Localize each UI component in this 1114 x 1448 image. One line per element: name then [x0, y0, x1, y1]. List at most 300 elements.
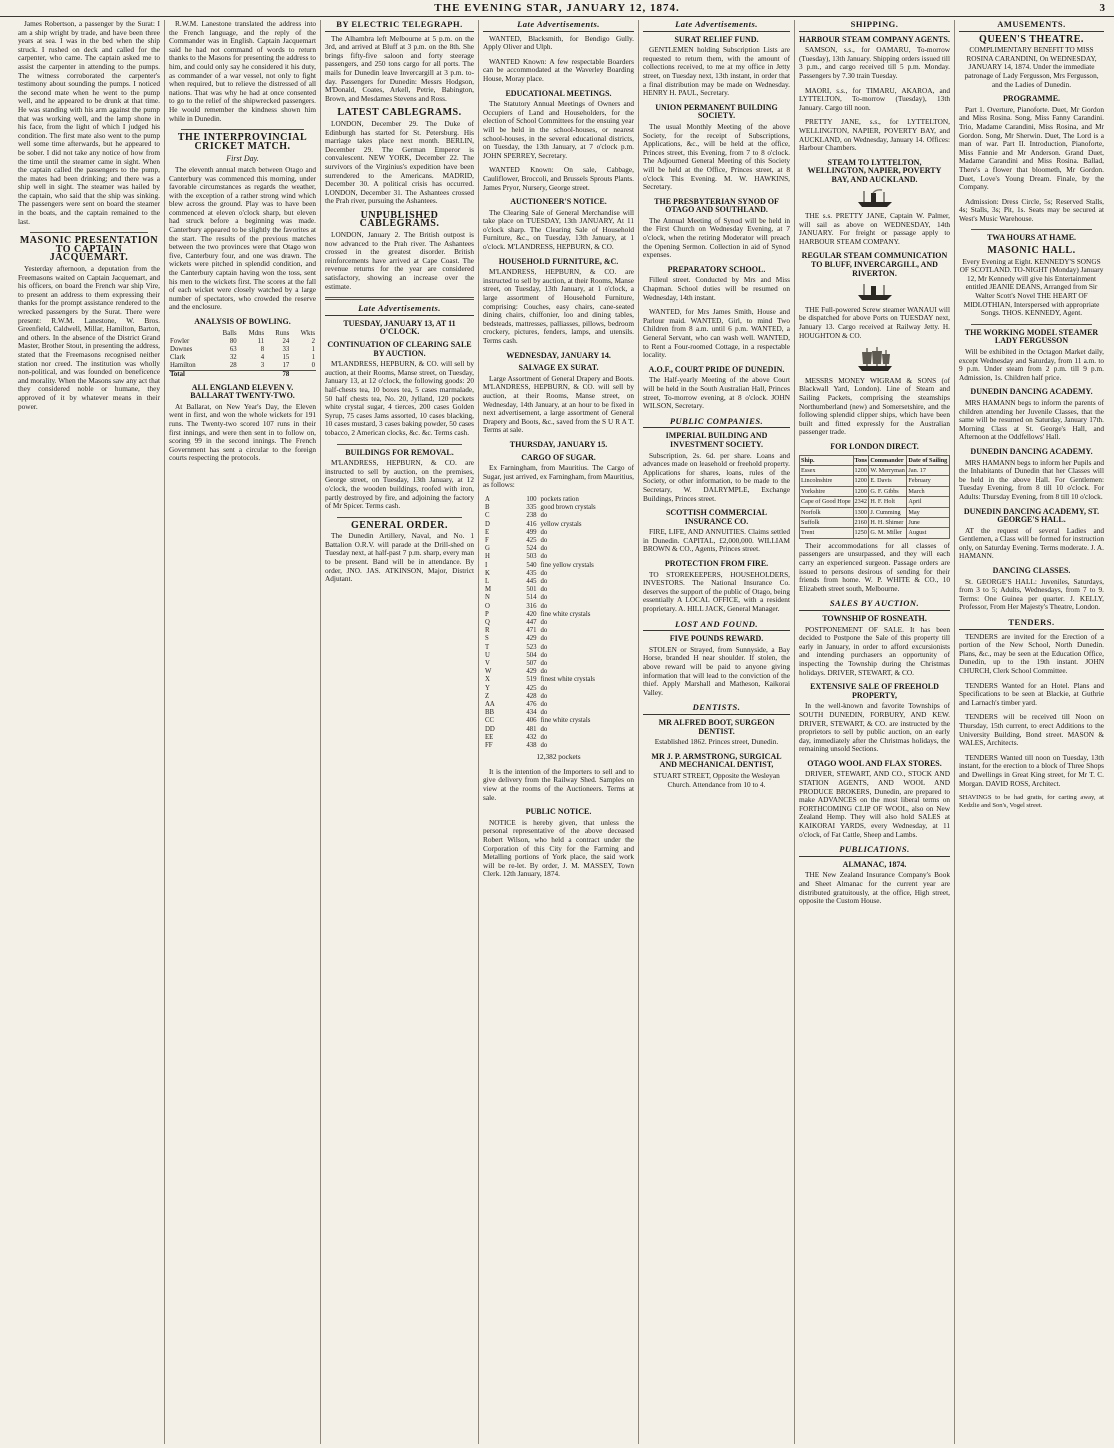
table-cell: L	[485, 577, 490, 585]
dentist-armstrong-text: STUART STREET, Opposite the Wesleyan Church. Attendance from 10 to 4.	[653, 770, 780, 789]
table-cell: 1	[311, 345, 315, 353]
table-cell: Q	[485, 618, 490, 626]
table-row	[483, 676, 634, 684]
table-cell	[213, 370, 238, 379]
divider	[30, 232, 148, 233]
table-cell: do	[540, 512, 548, 520]
table-cell: fine yellow crystals	[540, 561, 594, 569]
table-cell: 406	[526, 717, 537, 725]
allengland-title: ALL ENGLAND ELEVEN V. BALLARAT TWENTY-TWO.	[190, 382, 295, 401]
table-cell: 471	[526, 627, 537, 635]
table-cell: 503	[526, 553, 537, 561]
table-cell: W. Merryman	[869, 465, 907, 475]
table-row	[169, 362, 316, 371]
table-cell: 445	[526, 577, 537, 585]
table-row	[483, 693, 634, 701]
table-cell: Downes	[170, 345, 193, 353]
synod-text: The Annual Meeting of Synod will be held in the First Church on Wednesday Evening, at 7 o'clock, when the retiring Moderator will preach the Opening Sermon. Collection in aid of Synod expenses.	[643, 215, 790, 260]
court-title: A.O.F., COURT PRIDE OF DUNEDIN.	[648, 364, 785, 374]
cargo-tail: It is the intention of the Importers to sell and to give delivery from the Railway Shed. Samples on view at the rooms of the Auctioneers. Terms at sale.	[483, 766, 634, 802]
table-row	[483, 734, 634, 742]
table-cell: Yorkshire	[800, 486, 854, 496]
table-cell: do	[540, 577, 548, 585]
union-society-text: The usual Monthly Meeting of the above Society, for the receipt of Subscriptions, Applications, &c., will be held at the office, Princes street, this Evening, from 7 to 8 o'clock. The Adjourned General Meeting of this Society will be held at the Office, Princes street, at 8 o'clock This Evening. M. W. HAWKINS, Secretary.	[643, 121, 790, 192]
table-cell: H. F. Holt	[869, 497, 907, 507]
table-cell: 238	[526, 512, 537, 520]
table-header-cell: Mdns	[248, 329, 265, 337]
table-cell: do	[540, 692, 548, 700]
table-cell: 429	[526, 635, 537, 643]
table-cell: good brown crystals	[540, 504, 596, 512]
divider	[181, 129, 304, 130]
table-cell: August	[907, 528, 950, 538]
table-cell: C	[485, 512, 490, 520]
table-row	[483, 553, 634, 561]
dancing-classes-title: DANCING CLASSES.	[992, 566, 1071, 576]
cargo-total: 12,382 pockets	[536, 752, 581, 762]
protection-text: TO STOREKEEPERS, HOUSEHOLDERS, INVESTORS. The National Insurance Co. deserves the support of the public of Otago, being essentially A LOCAL OFFICE, with a resident proprietary. A. HILL JACK, General Manager.	[643, 569, 790, 614]
table-cell: 435	[526, 569, 537, 577]
page-number: 3	[1099, 2, 1106, 14]
table-cell: AA	[485, 700, 495, 708]
table-cell: 32	[229, 353, 237, 361]
dancing-academy-title: DUNEDIN DANCING ACADEMY, ST. GEORGE'S HALL.	[963, 506, 1100, 525]
table-cell: 63	[229, 345, 237, 353]
table-cell: 420	[526, 610, 537, 618]
table-cell: yellow crystals	[540, 520, 582, 528]
table-row	[483, 701, 634, 709]
masonic-hall-text: Every Evening at Eight. KENNEDY'S SONGS OF SCOTLAND. TO-NIGHT (Monday) January 12, Mr Kennedy will give his Entertainment entitled JEANIE DEANS, Arranged from Sir Walter Scott's Novel THE HEART OF MIDLOTHIAN, Interspersed with appropriate Songs. THOS. KENNEDY, Agent.	[959, 256, 1104, 318]
table-cell	[290, 370, 316, 379]
table-row	[483, 652, 634, 660]
almanac-text: THE New Zealand Insurance Company's Book and Sheet Almanac for the current year are distributed gratuitously, at the office, High street, opposite the Custom House.	[799, 870, 950, 906]
table-row	[800, 497, 950, 507]
table-cell: do	[540, 651, 548, 659]
table-cell: 335	[526, 504, 537, 512]
sailing-schedule-body	[800, 465, 950, 538]
table-row	[483, 619, 634, 627]
table-cell: do	[540, 618, 548, 626]
table-cell: U	[485, 651, 490, 659]
masonic-presentation-text: Yesterday afternoon, a deputation from the Freemasons waited on Captain Jacquemart, and his officers, on board the French war ship Vire, to present an address to them expressing their thanks for the prompt assistance rendered to the wrecked passengers by the Surat. There were present: R.W.M. Lanestone, W. Bros. Greenfield, Caldwell, Millar, Hamilton, Barton, and others. In the absence of the District Grand Master, Brother Stout, in presenting the address, stated that the Freemasons recognised neither station nor creed. The institution was wholly non-political, and was founded on beneficence and morality. When the Masons saw any act that they considered noble or humane, they approved of it by whatever means in their power.	[18, 264, 160, 411]
table-row	[483, 709, 634, 717]
table-cell: G. M. Miller	[869, 528, 907, 538]
wigram-line-text: MESSRS MONEY WIGRAM & SONS (of Blackwall Yard, London). Line of Steam and Sailing Packets, comprising the steamships Northumberland (new) and Somersetshire, and the following splendid clipper ships, which have been built and fitted expressly for the Australian passenger trade.	[799, 375, 950, 437]
table-row	[483, 578, 634, 586]
jacquemart-reply: R.W.M. Lanestone translated the address into the French language, and the reply of the Commander was in English. Captain Jacquemart said he had not command of words to return thanks to the Masons for presenting the address to him, and could only say he considered it his duty, as commander of a war vessel, not only to fight when required, but to relieve the distressed of all nations. That was why he had at once consented to go to the relief of the shipwrecked passengers. He would remember the kindness shown him while in Dunedin.	[169, 20, 316, 123]
prices-text: Admission: Dress Circle, 5s; Reserved Stalls, 4s; Stalls, 3s; Pit, 1s. Seats may be secured at West's Music Warehouse.	[959, 196, 1104, 223]
freehold-text: In the well-known and favorite Townships of SOUTH DUNEDIN, FORBURY, AND KEW. DRIVER, STEWART, & CO. are instructed by the proprietors to sell by public auction, on an early day, immediately after the Christmas holidays, the remaining unsold Sections.	[799, 701, 950, 754]
harbour-company-title: HARBOUR STEAM COMPANY AGENTS.	[799, 34, 950, 44]
table-cell: fine white crystals	[540, 717, 591, 725]
cricket-title: THE INTERPROVINCIAL CRICKET MATCH.	[177, 132, 308, 152]
model-steamer-title: THE WORKING MODEL STEAMER LADY FERGUSSON	[964, 327, 1099, 346]
synod-title: THE PRESBYTERIAN SYNOD OF OTAGO AND SOUTHLAND.	[654, 196, 779, 215]
table-cell: DD	[485, 725, 495, 733]
table-cell: CC	[485, 717, 495, 725]
table-cell: Trent	[800, 528, 854, 538]
table-cell: 425	[526, 684, 537, 692]
clearing-sale-text: M'LANDRESS, HEPBURN, & CO. will sell by auction, at their Rooms, Manse street, on Tuesday, January 13, at 12 o'clock, the following goods: 20 half-chests tea, 10 boxes tea, 5 cases marmalade, 50 half chests tea, No. 20, Jylland, 120 pockets white crystal sugar, 4 tierces, 200 cases Golden Syrup, 75 cases Jams assorted, 10 cases blacking, 10 cases mustard, 3 cases baking powder, 50 cases tobacco, 2 American clocks, &c. &c. Terms cash.	[325, 359, 474, 437]
table-cell: 428	[526, 692, 537, 700]
table-header-cell: Wkts	[300, 329, 315, 337]
shipping-heading: SHIPPING.	[799, 20, 950, 32]
table-cell: EE	[485, 733, 494, 741]
auctioneer-notice-text: The Clearing Sale of General Merchandise will take place on TUESDAY, 13th JANUARY, At 11 o'clock sharp. The Clearing Sale of Household Furniture, &c., on Tuesday, 13th January, at 1 o'clock. M'LANDRESS, HEPBURN, & CO.	[483, 207, 634, 252]
table-row	[483, 742, 634, 750]
cricket-day: First Day.	[226, 154, 259, 164]
table-row	[483, 660, 634, 668]
tender-ad: TENDERS will be received till Noon on Thursday, 15th current, to erect Additions to the University Building, Bond street. MASON & WALES, Architects.	[959, 712, 1104, 748]
cargo-table	[483, 496, 634, 750]
table-cell: 499	[526, 528, 537, 536]
table-cell: do	[540, 528, 548, 536]
table-cell: Y	[485, 684, 490, 692]
table-row	[483, 627, 634, 635]
dentist-boot-title: MR ALFRED BOOT, SURGEON DENTIST.	[658, 717, 775, 736]
table-row	[800, 486, 950, 496]
column-6	[794, 20, 954, 1444]
table-cell: do	[540, 536, 548, 544]
table-cell: do	[540, 602, 548, 610]
postponement-text: POSTPONEMENT OF SALE. It has been decided to Postpone the Sale of this property till early in January, in order to afford excursionists and intending purchasers an opportunity of inspecting the Township during the Christmas holidays. DRIVER, STEWART, & CO.	[799, 624, 950, 677]
table-cell: 100	[526, 495, 537, 503]
table-header-cell: Balls	[222, 329, 237, 337]
tender-ad: TENDERS Wanted till noon on Tuesday, 13th instant, for the erection to a block of Three Shops and Dwellings in Great King street, for Mr T. C. Morgan. DAVID ROSS, Architect.	[959, 752, 1104, 788]
table-cell: do	[540, 553, 548, 561]
general-order-text: The Dunedin Artillery, Naval, and No. 1 Battalion O.R.V. will parade at the Drill-shed on Tuesday next, at half-past 7 p.m. sharp, every man to be present. Band will be in attendance. By order, JNO. JAS. ATKINSON, Major, District Adjutant.	[325, 531, 474, 584]
table-cell: 476	[526, 700, 537, 708]
table-cell: do	[540, 725, 548, 733]
table-header-cell	[169, 330, 213, 338]
late-ads-heading: Late Advertisements.	[483, 20, 634, 32]
table-cell: 2160	[854, 519, 867, 526]
salvage-text: Large Assortment of General Drapery and Boots. M'LANDRESS, HEPBURN, & CO. will sell by auction, at their Rooms, Manse street, on Wednesday, 14th January, at an hour to be fixed in next advertisement, a large assortment of General Drapery and Boots, &c., saved from the S U R A T. Terms at sale.	[483, 373, 634, 435]
table-cell: 481	[526, 725, 537, 733]
table-row	[800, 476, 950, 486]
table-header-cell: Runs	[275, 329, 290, 337]
table-cell: 2	[311, 337, 315, 345]
wool-stores-text: DRIVER, STEWART, AND CO., STOCK AND STATION AGENTS, AND WOOL AND PRODUCE BROKERS, Dunedin, are prepared to make ADVANCES on the most liberal terms on FORTHCOMING CLIP OF WOOL, also on New Zealand Hemp. They will also hold SALES at KAIKORAI YARDS, every Wednesday, at 11 o'clock, of Fat Cattle, Sheep and Lambs.	[799, 769, 950, 839]
table-cell: 425	[526, 536, 537, 544]
table-cell: 80	[229, 337, 237, 345]
tender-ad: SHAVINGS to be had gratis, for carting away, at Kedzlie and Son's, Vogel street.	[959, 794, 1104, 809]
accommodation-text: Their accommodations for all classes of passengers are unsurpassed, and they will each carry an experienced surgeon. Passage orders are issued to persons desirous of sending for their friends from home. W. P. WHITE & CO., 10 Elizabeth street south, Melbourne.	[799, 540, 950, 593]
table-cell: 447	[526, 618, 537, 626]
column-2	[164, 20, 320, 1444]
table-cell: H	[485, 553, 490, 561]
buildings-title: BUILDINGS FOR REMOVAL.	[345, 447, 454, 457]
masthead	[0, 0, 1114, 17]
clearing-sale-title: CONTINUATION OF CLEARING SALE BY AUCTION.	[327, 340, 472, 358]
table-row	[483, 685, 634, 693]
court-text: The Half-yearly Meeting of the above Court will be held in the South Australian Hall, Princes street, To-morrow evening, at 8 o'clock. JOHN WILSON, Secretary.	[643, 375, 790, 411]
table-total-row	[169, 370, 316, 379]
table-cell: 8	[260, 345, 265, 353]
dancing-academy-title: DUNEDIN DANCING ACADEMY.	[970, 446, 1093, 456]
table-cell: H. H. Shimer	[869, 518, 907, 528]
table-cell: K	[485, 569, 490, 577]
table-cell: February	[907, 476, 950, 486]
table-cell: do	[540, 709, 548, 717]
table-cell: Suffolk	[800, 518, 854, 528]
union-society-title: UNION PERMANENT BUILDING SOCIETY.	[655, 102, 778, 121]
imperial-society-text: Subscription, 2s. 6d. per share. Loans and advances made on leasehold or freehold property. Applications for shares, loans, rules of the Society, or other information, to be made to the Secretary, W. DALRYMPLE, Exchange Buildings, Princes street.	[643, 450, 790, 503]
reward-title: FIVE POUNDS REWARD.	[669, 634, 764, 644]
twa-hours-title: TWA HOURS AT HAME.	[986, 233, 1077, 243]
table-cell: 507	[526, 659, 537, 667]
sailing-ship-icon	[799, 346, 950, 375]
column-1	[14, 20, 164, 1444]
table-row	[483, 635, 634, 643]
table-cell: Total	[169, 370, 213, 379]
amusements-heading: AMUSEMENTS.	[959, 20, 1104, 32]
table-cell: fine white crystals	[540, 610, 591, 618]
dentist-boot-text: Established 1862. Princes street, Dunedin.	[654, 737, 779, 747]
table-cell: June	[907, 518, 950, 528]
table-cell: 316	[526, 602, 537, 610]
public-notice-text: NOTICE is hereby given, that unless the personal representative of the above deceased Robert Wilson, who held a contract under the Corporation of this City for the Farming and Metalling portions of York place, the said work will be re-let. By order, J. M. MASSEY, Town Clerk. 12th January, 1874.	[483, 817, 634, 879]
table-cell: March	[907, 486, 950, 496]
table-row	[483, 611, 634, 619]
scottish-insurance-text: FIRE, LIFE, AND ANNUITIES. Claims settled in Dunedin. CAPITAL, £2,000,000. WILLIAM BROWN & CO., Agents, Princes street.	[643, 527, 790, 554]
cargo-date: THURSDAY, JANUARY 15.	[509, 439, 608, 449]
page-title: THE EVENING STAR, JANUARY 12, 1874.	[434, 2, 680, 14]
buildings-text: M'LANDRESS, HEPBURN, & CO. are instructed to sell by auction, on the premises, George street, on Tuesday, 13th January, at 12 o'clock, the wooden buildings, roofed with iron, partly destroyed by fire, and adjoining the factory of Mr Spicer. Terms cash.	[325, 458, 474, 511]
table-cell: 524	[526, 545, 537, 553]
table-row	[483, 668, 634, 676]
lost-found-heading: LOST AND FOUND.	[643, 620, 790, 632]
table-cell: Fowler	[170, 337, 190, 345]
table-cell: finest white crystals	[540, 676, 595, 684]
public-notice-title: PUBLIC NOTICE.	[525, 807, 592, 817]
telegraph-news: The Alhambra left Melbourne at 5 p.m. on the 3rd, and arrived at Bluff at 3 p.m. on the 8th. She brings fifty-five saloon and forty steerage passengers, and 250 tons cargo for all ports. The mails for Dunedin leave Invercargill at 3 p.m. to-day. Passengers for Dunedin: Messrs Hodgson, M'Donald, Coates, Arkell, Petrie, Babington, Brown, and Mesdames Stevens and Ross.	[325, 33, 474, 103]
table-cell: 15	[282, 353, 290, 361]
table-cell: 4	[260, 353, 265, 361]
table-cell: T	[485, 643, 490, 651]
school-text: Filleul street. Conducted by Mrs and Miss Chapman. School duties will be resumed on Wednesday, 14th instant.	[643, 275, 790, 302]
queens-theatre-title: QUEEN'S THEATRE.	[979, 33, 1084, 45]
table-row	[483, 570, 634, 578]
table-row	[483, 562, 634, 570]
table-cell: 1200	[854, 487, 867, 495]
latest-cablegrams: LONDON, December 29. The Duke of Edinburgh has started for St. Petersburg. His marriage takes place next month. BERLIN, December 29. The German Emperor is convalescent. NEW YORK, December 22. The survivors of the Virginius's expedition have been surrendered to the Americans. MADRID, December 30. A political crisis has occurred. LONDON, December 31. The Ashantees crossed the Prah river, pursuing the Ashantees.	[325, 118, 474, 206]
table-cell: 540	[526, 561, 537, 569]
freehold-title: EXTENSIVE SALE OF FREEHOLD PROPERTY,	[810, 682, 939, 700]
dentists-heading: DENTISTS.	[643, 703, 790, 715]
scottish-insurance-title: SCOTTISH COMMERCIAL INSURANCE CO.	[665, 508, 768, 526]
table-cell: Essex	[800, 465, 854, 475]
masonic-presentation-title: MASONIC PRESENTATION TO CAPTAIN JACQUEMART.	[19, 235, 159, 264]
rosneath-title: TOWNSHIP OF ROSNEATH.	[822, 613, 927, 623]
table-cell: 514	[526, 594, 537, 602]
table-row	[483, 496, 634, 504]
publications-heading: PUBLICATIONS.	[799, 845, 950, 857]
table-cell: E. Davis	[869, 476, 907, 486]
table-row	[800, 507, 950, 517]
table-cell: 11	[257, 337, 265, 345]
table-cell: G. F. Gibbs	[869, 486, 907, 496]
salvage-date: WEDNESDAY, JANUARY 14.	[506, 350, 611, 360]
table-cell: Z	[485, 692, 490, 700]
table-cell: do	[540, 627, 548, 635]
latest-cablegrams-title: LATEST CABLEGRAMS.	[337, 107, 462, 119]
table-cell: 429	[526, 668, 537, 676]
table-row	[800, 465, 950, 475]
table-cell: 78	[265, 370, 290, 379]
regular-steam-text: THE Full-powered Screw steamer WANAUI will be dispatched for above Ports on TUESDAY next, January 13. Cargo received at Railway Jetty. H. HOUGHTON & CO.	[799, 304, 950, 340]
table-cell: F	[485, 536, 489, 544]
table-cell: April	[907, 497, 950, 507]
table-cell: May	[907, 507, 950, 517]
divider	[337, 444, 462, 445]
steamship-icon	[799, 188, 950, 211]
table-header-cell: Date of Sailing	[907, 455, 950, 465]
table-cell: 1	[311, 353, 315, 361]
dancing-academy-text: AT the request of several Ladies and Gentlemen, a Class will be formed for instruction only, on Saturday Evening. Terms moderate. J. A. HAMANN.	[959, 525, 1104, 561]
pretty-jane-ad: PRETTY JANE, s.s., for LYTTELTON, WELLINGTON, NAPIER, POVERTY BAY, and AUCKLAND, on Wednesday, January 14. Offices: Harbour Chambers.	[799, 117, 950, 153]
table-row	[483, 537, 634, 545]
protection-title: PROTECTION FROM FIRE.	[664, 559, 769, 569]
table-cell: E	[485, 528, 490, 536]
column-5	[638, 20, 794, 1444]
table-cell: do	[540, 733, 548, 741]
table-cell: do	[540, 668, 548, 676]
salvage-title: SALVAGE EX SURAT.	[518, 363, 599, 373]
tender-ad: TENDERS are invited for the Erection of a portion of the New School, North Dunedin. Plans, &c., may be seen at the Education Office, Dunedin, up to the 19th instant. JOHN CHURCH, Clerk School Committee.	[959, 631, 1104, 675]
table-row	[483, 545, 634, 553]
table-cell: do	[540, 700, 548, 708]
table-cell: 504	[526, 651, 537, 659]
table-cell: 3	[260, 361, 265, 369]
benefit-text: COMPLIMENTARY BENEFIT TO MISS ROSINA CARANDINI, On WEDNESDAY, JANUARY 14, 1874. Under the immediate patronage of Lady Fergusson, Mrs Fergusson, and the Ladies of Dunedin.	[964, 45, 1099, 89]
table-cell: X	[485, 676, 490, 684]
table-cell: do	[540, 684, 548, 692]
table-cell: 1200	[854, 466, 867, 474]
table-cell: Clark	[170, 353, 186, 361]
sales-heading: SALES BY AUCTION.	[799, 599, 950, 611]
auctioneer-notice-title: AUCTIONEER'S NOTICE.	[510, 197, 607, 207]
table-cell: G	[485, 545, 490, 553]
late-ads-heading: Late Advertisements.	[643, 20, 790, 32]
table-row	[483, 586, 634, 594]
dancing-classes-text: St. GEORGE'S HALL: Juveniles, Saturdays, from 3 to 5; Adults, Wednesdays, from 7 to 9. Terms: One Guinea per quarter. J. KELLY, Professor, From Her Majesty's Theatre, London.	[959, 576, 1104, 612]
table-row	[169, 354, 316, 362]
general-order-title: GENERAL ORDER.	[350, 519, 448, 531]
table-cell: pockets ration	[540, 495, 579, 503]
table-cell: do	[540, 545, 548, 553]
table-row	[800, 528, 950, 538]
table-cell: 434	[526, 709, 537, 717]
unpublished-cablegrams: LONDON, January 2. The British outpost is now advanced to the Prah river. The Ashantees crossed in the greatest disorder. British reinforcements have arrived at Cape Coast. The revenue returns for the year are considered satisfactory, showing an increase over the estimate.	[325, 230, 474, 291]
column-7	[954, 20, 1108, 1444]
table-cell: 2342	[854, 498, 867, 506]
steamship-icon	[799, 281, 950, 304]
table-row	[483, 717, 634, 725]
table-cell: do	[540, 635, 548, 643]
london-direct-title: FOR LONDON DIRECT.	[830, 441, 919, 451]
unpublished-cablegrams-title: UNPUBLISHED CABLEGRAMS.	[359, 209, 440, 230]
late-ads-heading: Late Advertisements.	[325, 304, 474, 316]
household-furniture-title: HOUSEHOLD FURNITURE, &C.	[498, 256, 619, 266]
table-cell: 501	[526, 586, 537, 594]
table-cell: 28	[229, 361, 237, 369]
table-row	[483, 726, 634, 734]
sailing-schedule-table	[799, 455, 950, 539]
table-cell: 24	[282, 337, 290, 345]
household-furniture-text: M'LANDRESS, HEPBURN, & CO. are instructed to sell by auction, at their Rooms, Manse street, on Tuesday, 13th January, at 1 o'clock, a large assortment of Household Furniture, comprising: Couches, easy chairs, cane-seated dining chairs, chiffonier, loo and dining tables, bedsteads, mattresses, palliasses, pillows, bedroom crockery, pictures, fenders, lamps, and utensils. Terms cash.	[483, 267, 634, 345]
table-cell: A	[485, 495, 490, 503]
table-cell: Cape of Good Hope	[800, 497, 854, 507]
samson-ad: SAMSON, s.s., for OAMARU, To-morrow (Tuesday), 13th January. Shipping orders issued till 3 p.m., and cargo received till 5 p.m. Monday. Passengers by 7.30 train Tuesday.	[799, 45, 950, 80]
table-cell: Jan. 17	[907, 465, 950, 475]
dancing-academy-title: DUNEDIN DANCING ACADEMY.	[970, 387, 1093, 397]
table-row	[483, 521, 634, 529]
table-cell: Hamilton	[170, 361, 196, 369]
cargo-title: CARGO OF SUGAR.	[521, 452, 596, 462]
bowling-analysis-title: ANALYSIS OF BOWLING.	[194, 317, 291, 326]
dancing-academy-text: MRS HAMANN begs to inform the parents of children attending her Juvenile Classes, that the same will be resumed on Saturday, January 17th. Morning Class at St. George's Hall, and Afternoon at the Oddfellows' Hall.	[959, 397, 1104, 442]
table-row	[483, 594, 634, 602]
table-cell: do	[540, 742, 548, 749]
surat-fund-title: SURAT RELIEF FUND.	[674, 34, 759, 44]
steam-lyttelton-text: THE s.s. PRETTY JANE, Captain W. Palmer, will sail as above on WEDNESDAY, 14th JANUARY. For freight or passage apply to HARBOUR STEAM COMPANY.	[799, 211, 950, 246]
educational-meetings-title: EDUCATIONAL MEETINGS.	[505, 88, 612, 98]
table-cell: 1200	[854, 477, 867, 485]
table-cell: Norfolk	[800, 507, 854, 517]
table-cell: B	[485, 504, 490, 512]
table-cell: 523	[526, 643, 537, 651]
maori-ad: MAORI, s.s., for TIMARU, AKAROA, and LYTTELTON, To-morrow (Tuesday), 13th January. Cargo till noon.	[799, 85, 950, 112]
table-header-cell: Ship.	[800, 455, 854, 465]
table-row	[483, 529, 634, 537]
table-cell: S	[485, 635, 489, 643]
imperial-society-title: IMPERIAL BUILDING AND INVESTMENT SOCIETY.	[665, 431, 768, 449]
reward-text: STOLEN or Strayed, from Sunnyside, a Bay Horse, branded H near shoulder. If stolen, the above reward will be paid to anyone giving information that will lead to the conviction of the thief. Apply Marshall and Matheson, Kaikorai Valley.	[643, 644, 790, 697]
model-steamer-text: Will be exhibited in the Octagon Market daily, except Wednesday and Saturday, from 11 a.m. to 9 p.m. Under steam from 2 p.m. till 9 p.m. Admission, 1s. Children half price.	[959, 347, 1104, 382]
table-cell: 438	[526, 742, 537, 749]
bowling-analysis-table	[169, 330, 316, 379]
divider	[971, 324, 1092, 325]
table-cell: I	[485, 561, 488, 569]
table-cell: do	[540, 586, 548, 594]
table-header-cell: Tons	[854, 456, 868, 464]
school-title: PREPARATORY SCHOOL.	[667, 264, 766, 274]
cargo-table-body	[483, 496, 634, 750]
table-row	[483, 504, 634, 512]
table-row	[169, 346, 316, 354]
table-cell: do	[540, 594, 548, 602]
wanted-ad: WANTED Known: A few respectable Boarders can be accommodated at the Waverley Boarding House, Moray place.	[483, 56, 634, 83]
telegraph-heading: BY ELECTRIC TELEGRAPH.	[325, 20, 474, 32]
surat-testimony: James Robertson, a passenger by the Surat: I am a ship wright by trade, and have been three years at sea. I was in the bed when the ship struck. I rushed on deck and called for the carpenter, who came. The captain asked me to assist the carpenter in attending to the pumps. The witness corroborated the carpenter's testimony about sounding the pumps. I noticed the second mate when he went to the pump well, and he appeared to be drunk at that time. He was standing with his arm against the pump that was working well, and the lamp shone in his face, from the light of which I judged his condition. The first mate also went to the pump well some time afterwards, but he appeared to be sober. I did not take any notice of how from the time until the steamer came in sight. When the captain called the passengers to the pump, the mates had been drinking; and there was a ship well in sight. The steamer was hailed by the captain, who said that the ship was sinking. The passengers were sent on board the steamer in the boats, and the captain remained to the last.	[18, 20, 160, 226]
table-cell: 1300	[854, 508, 867, 516]
table-cell: 519	[526, 676, 537, 684]
regular-steam-title: REGULAR STEAM COMMUNICATION TO BLUFF, INVERCARGILL, AND RIVERTON.	[801, 251, 948, 278]
divider	[971, 229, 1092, 230]
dentist-armstrong-title: MR J. P. ARMSTRONG, SURGICAL AND MECHANICAL DENTIST,	[651, 751, 782, 770]
columns	[14, 20, 1108, 1444]
table-cell: 33	[282, 345, 290, 353]
table-cell: R	[485, 627, 490, 635]
wanted-ads: WANTED, for Mrs James Smith, House and Parlour maid. WANTED, Girl, to mind Two Children from 8 a.m. until 6 p.m. WANTED, a General Servant, who can wash well. WANTED, to Rent a Four-roomed Cottage, in a respectable locality.	[643, 307, 790, 360]
surat-fund-text: GENTLEMEN holding Subscription Lists are requested to return them, with the amount of collections received, to me at my office in Jetty street, on Tuesday next, 13th instant, in order that a final distribution may be made on Wednesday. HENRY H. PAUL, Secretary.	[643, 45, 790, 98]
table-cell: V	[485, 659, 490, 667]
wool-stores-title: OTAGO WOOL AND FLAX STORES.	[807, 758, 942, 768]
table-row	[800, 518, 950, 528]
table-header-row	[169, 330, 316, 338]
table-row	[483, 603, 634, 611]
